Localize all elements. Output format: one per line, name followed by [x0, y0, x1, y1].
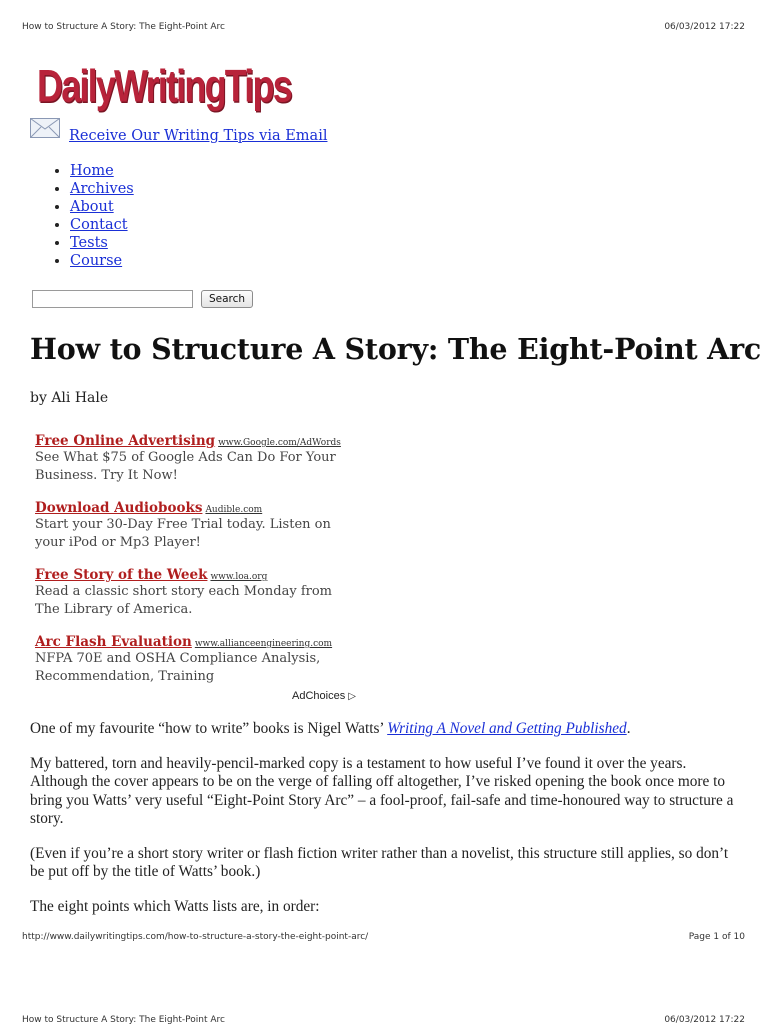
- ad-item: [35, 631, 355, 686]
- adchoices-label: AdChoices: [292, 690, 346, 702]
- nav-link-home[interactable]: Home: [70, 163, 114, 179]
- site-logo[interactable]: DailyWritingTips: [37, 60, 291, 112]
- article-body: [30, 720, 740, 934]
- nav-link-contact[interactable]: Contact: [70, 217, 128, 234]
- nav-item-course: [70, 252, 134, 270]
- nav-link-tests[interactable]: Tests: [70, 235, 108, 252]
- nav-item-contact: [70, 216, 134, 234]
- ad-item: [35, 564, 355, 619]
- adchoices-triangle-icon: ▷: [348, 690, 356, 702]
- print-header-title: How to Structure A Story: The Eight-Point Arc: [22, 22, 225, 32]
- nav-item-archives: [70, 180, 134, 198]
- article-paragraph: [30, 720, 740, 738]
- envelope-icon[interactable]: [30, 118, 69, 142]
- nav-link-about[interactable]: About: [70, 199, 114, 216]
- search-button[interactable]: Search: [201, 290, 253, 308]
- ad-item: [35, 497, 355, 552]
- search-input[interactable]: [32, 290, 193, 308]
- nav-link-course[interactable]: Course: [70, 253, 123, 270]
- ad-title-link[interactable]: Arc Flash Evaluation: [35, 634, 192, 650]
- article-paragraph: (Even if you’re a short story writer or flash fiction writer rather than a novelist, this structure still applies, so don’t be put off by the title of Watts’ book.): [30, 845, 729, 881]
- ad-url[interactable]: Audible.com: [205, 505, 263, 515]
- book-title-link[interactable]: Writing A Novel and Getting Published: [387, 720, 627, 737]
- ad-title-link[interactable]: Free Online Advertising: [35, 433, 216, 449]
- nav-link-archives[interactable]: Archives: [70, 181, 134, 198]
- print-header-title: How to Structure A Story: The Eight-Point Arc: [22, 1015, 225, 1025]
- ad-title-link[interactable]: Free Story of the Week: [35, 567, 208, 583]
- ad-url[interactable]: www.Google.com/AdWords: [218, 438, 341, 448]
- ad-block: [35, 430, 355, 698]
- email-subscribe-link[interactable]: Receive Our Writing Tips via Email: [69, 128, 328, 144]
- nav-item-home: [70, 162, 134, 180]
- ad-title-link[interactable]: Download Audiobooks: [35, 500, 203, 516]
- email-subscribe-row: [30, 118, 327, 144]
- print-footer-url: http://www.dailywritingtips.com/how-to-structure-a-story-the-eight-point-arc/: [22, 932, 369, 942]
- print-header-datetime: 06/03/2012 17:22: [664, 1015, 745, 1025]
- print-footer: [22, 932, 745, 942]
- ad-description: Start your 30-Day Free Trial today. Listen on your iPod or Mp3 Player!: [35, 517, 331, 550]
- main-nav: [30, 162, 134, 271]
- article-paragraph: My battered, torn and heavily-pencil-marked copy is a testament to how useful I’ve found it over the years. Although the cover appears to be on the verge of falling off altogether, I’ve risked opening the book once more to bring you Watts’ very useful “Eight-Point Story Arc” – a fool-proof, fail-safe and time-honoured way to structure a story.: [30, 755, 734, 827]
- nav-item-tests: [70, 234, 134, 252]
- ad-description: Read a classic short story each Monday from The Library of America.: [35, 584, 332, 617]
- ad-url[interactable]: www.allianceengineering.com: [194, 639, 333, 649]
- print-header: [22, 22, 745, 32]
- ad-description: See What $75 of Google Ads Can Do For Your Business. Try It Now!: [35, 450, 336, 483]
- article-title: How to Structure A Story: The Eight-Point Arc: [30, 332, 762, 366]
- article-byline: by Ali Hale: [30, 390, 109, 406]
- search-form: [32, 290, 253, 308]
- ad-url[interactable]: www.loa.org: [210, 572, 268, 582]
- ad-item: [35, 430, 355, 485]
- article-paragraph: The eight points which Watts lists are, in order:: [30, 898, 320, 916]
- paragraph-text: .: [626, 720, 631, 737]
- nav-item-about: [70, 198, 134, 216]
- ad-description: NFPA 70E and OSHA Compliance Analysis, Recommendation, Training: [35, 651, 321, 684]
- paragraph-text: One of my favourite “how to write” books is Nigel Watts’: [30, 720, 388, 737]
- print-footer-page: Page 1 of 10: [688, 932, 745, 942]
- adchoices-link[interactable]: [292, 690, 356, 702]
- print-header-datetime: 06/03/2012 17:22: [664, 22, 745, 32]
